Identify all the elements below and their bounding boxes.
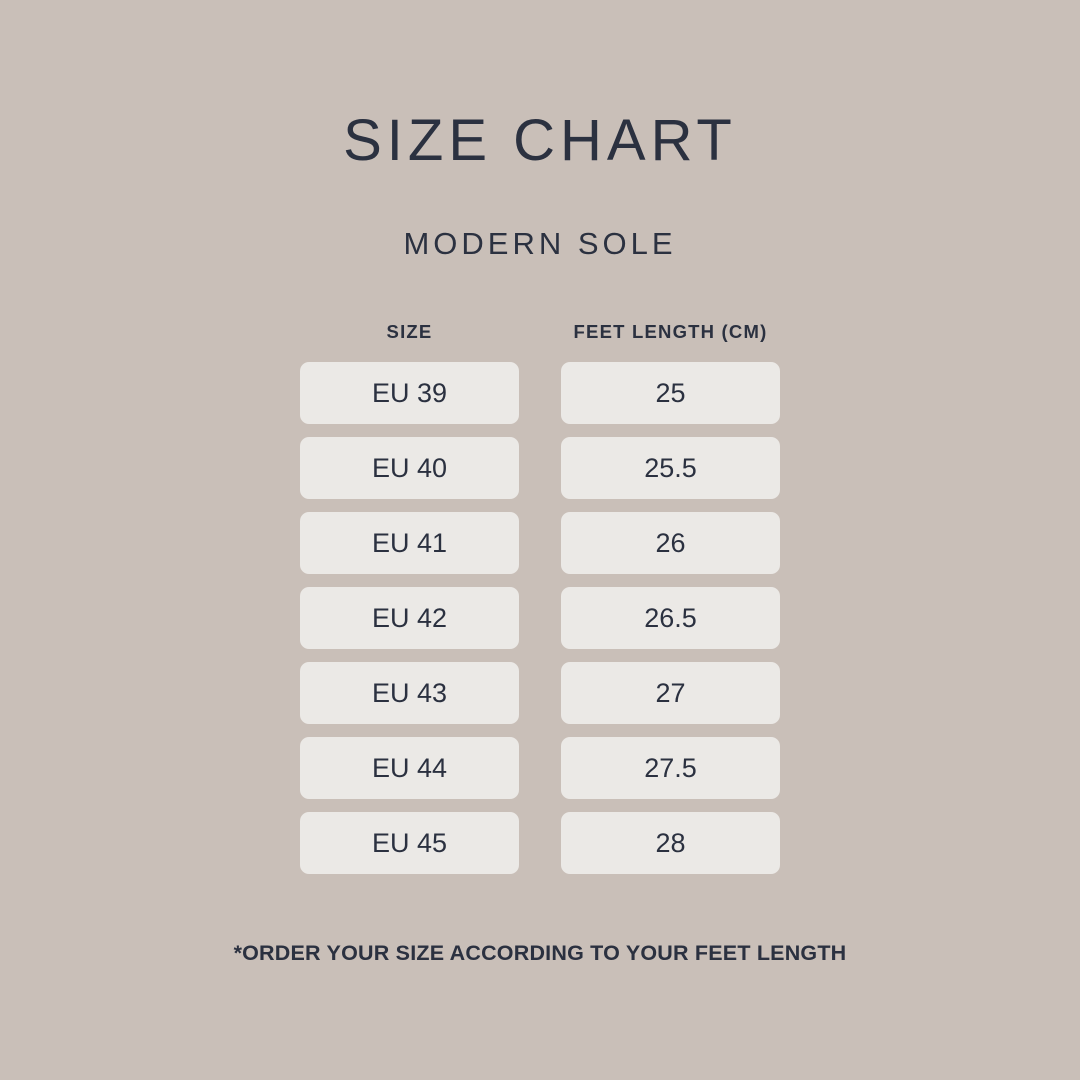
cell-feet-length: 27.5 [561,737,780,799]
cell-feet-length: 27 [561,662,780,724]
table-row [300,662,780,724]
table-header-row [300,321,780,343]
order-note: *ORDER YOUR SIZE ACCORDING TO YOUR FEET LENGTH [233,941,847,965]
table-row [300,737,780,799]
table-row [300,437,780,499]
cell-feet-length: 25.5 [561,437,780,499]
cell-feet-length: 25 [561,362,780,424]
table-row [300,362,780,424]
page-subtitle: MODERN SOLE [403,226,677,261]
cell-size: EU 42 [300,587,519,649]
cell-size: EU 44 [300,737,519,799]
column-header-size: SIZE [386,321,433,342]
table-row [300,512,780,574]
cell-size: EU 43 [300,662,519,724]
cell-size: EU 41 [300,512,519,574]
cell-size: EU 40 [300,437,519,499]
cell-feet-length: 26 [561,512,780,574]
column-header-feet-length: FEET LENGTH (CM) [573,321,768,342]
size-table [300,321,780,887]
cell-feet-length: 26.5 [561,587,780,649]
cell-feet-length: 28 [561,812,780,874]
cell-size: EU 45 [300,812,519,874]
table-row [300,812,780,874]
page-title: SIZE CHART [343,108,737,173]
table-row [300,587,780,649]
cell-size: EU 39 [300,362,519,424]
